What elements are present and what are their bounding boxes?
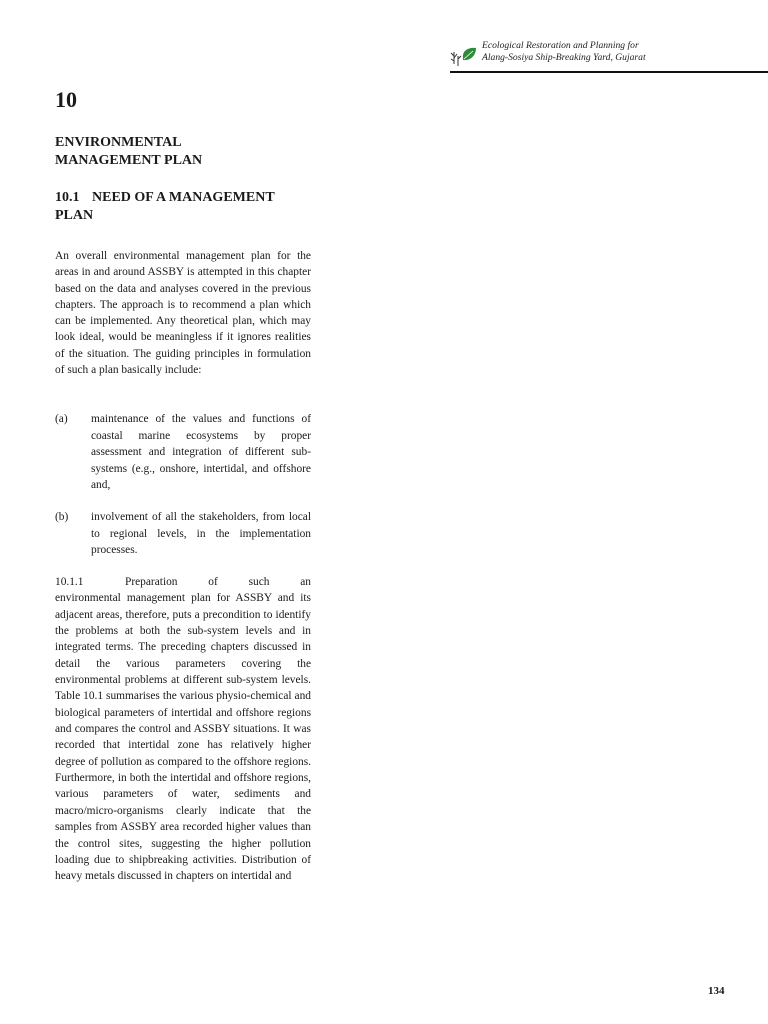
section-title-line2: PLAN <box>55 208 94 223</box>
running-header <box>482 40 752 64</box>
running-header-line1: Ecological Restoration and Planning for <box>482 40 639 51</box>
list-item-marker: (b) <box>55 511 69 523</box>
running-header-line2: Alang-Sosiya Ship-Breaking Yard, Gujarat <box>482 52 646 63</box>
leaf-logo-icon <box>450 44 478 70</box>
chapter-title-line1: ENVIRONMENTAL <box>55 135 182 150</box>
chapter-number: 10 <box>55 87 77 112</box>
list-item <box>55 509 311 559</box>
paragraph-first-words: Preparation of such an <box>125 576 311 588</box>
section-heading <box>55 189 315 225</box>
paragraph-10-1-1 <box>55 574 311 885</box>
header-rule <box>450 71 768 73</box>
intro-paragraph: An overall environmental management plan for the areas in and around ASSBY is attempted in this chapter based on the data and analyses covered in the previous chapters. The approach is to recommend a plan which can be implemented. Any theoretical plan, which may look ideal, would be meaningless if it ignores realities of the situation. The guiding principles in formulation of such a plan basically include: <box>55 250 311 377</box>
chapter-title <box>55 134 315 170</box>
paragraph-number: 10.1.1 <box>55 576 84 588</box>
page-number: 134 <box>708 985 725 997</box>
list-item-marker: (a) <box>55 413 68 425</box>
section-number: 10.1 <box>55 190 80 205</box>
paragraph-first-line <box>55 574 311 590</box>
list-item <box>55 411 311 494</box>
paragraph-body: environmental management plan for ASSBY and its adjacent areas, therefore, puts a precondition to identify the problems at both the sub-system levels and in integrated terms. The preceding chapters discussed in detail the various parameters covering the environmental problems at different sub-system levels. Table 10.1 summarises the various physio-chemical and biological parameters of intertidal and offshore regions and compares the control and ASSBY situations. It was recorded that intertidal zone has relatively higher degree of pollution as compared to the offshore regions. Furthermore, in both the intertidal and offshore regions, various parameters of water, sediments and macro/micro-organisms clearly indicate that the samples from ASSBY area recorded higher values than the control sites, suggesting the higher pollution loading due to shipbreaking activities. Distribution of heavy metals discussed in chapters on intertidal and <box>55 592 311 883</box>
chapter-title-line2: MANAGEMENT PLAN <box>55 153 203 168</box>
list-item-text: involvement of all the stakeholders, from local to regional levels, in the implementation processes. <box>91 511 311 557</box>
list-item-text: maintenance of the values and functions of coastal marine ecosystems by proper assessment and integration of different sub-systems (e.g., onshore, intertidal, and offshore and, <box>91 413 311 492</box>
section-title-line1: NEED OF A MANAGEMENT <box>92 190 275 205</box>
